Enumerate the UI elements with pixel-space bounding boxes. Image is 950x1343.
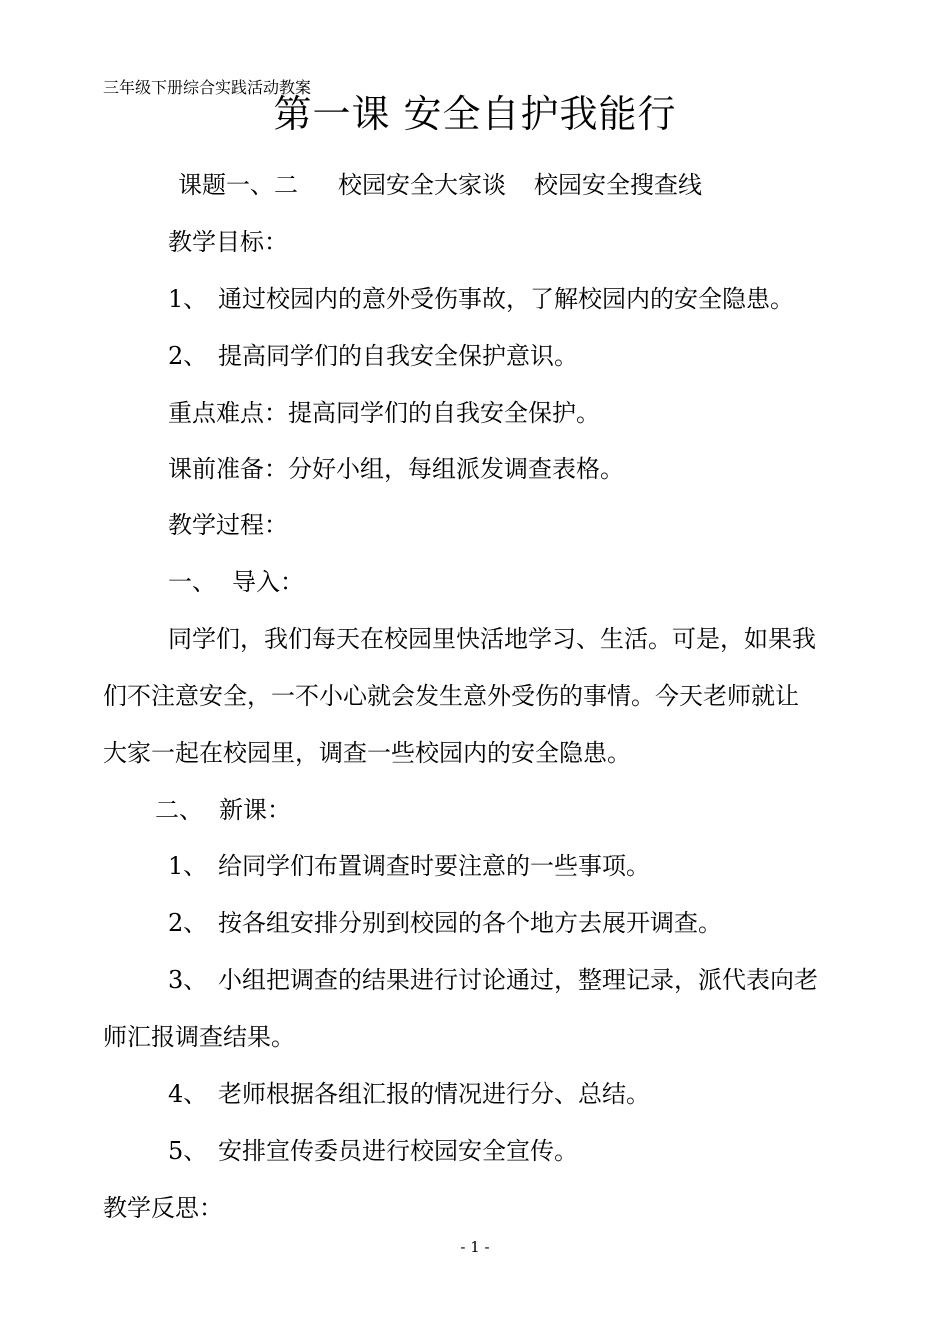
section-2-heading (155, 795, 291, 825)
item-number: 5、 (168, 1137, 208, 1165)
subtitle-label: 课题一、二 (178, 171, 298, 199)
lesson-title: 第一课 安全自护我能行 (273, 92, 677, 136)
item-number: 1、 (168, 852, 208, 880)
section-title: 新课： (219, 796, 291, 824)
step-item (168, 965, 818, 995)
item-text: 老师根据各组汇报的情况进行分、总结。 (218, 1080, 650, 1108)
step-item (168, 1136, 578, 1166)
header-note: 三年级下册综合实践活动教案 (103, 78, 312, 97)
section-1-heading (168, 567, 304, 597)
page-number: - 1 - (460, 1238, 490, 1256)
key-points: 重点难点：提高同学们的自我安全保护。 (168, 399, 600, 427)
reflection-heading: 教学反思： (103, 1194, 223, 1222)
item-text: 小组把调查的结果进行讨论通过，整理记录，派代表向老 (218, 966, 818, 994)
section-number: 二、 (155, 796, 203, 824)
subtitle-topic-1: 校园安全大家谈 (338, 171, 506, 199)
process-heading: 教学过程： (168, 511, 288, 539)
intro-line: 们不注意安全，一不小心就会发生意外受伤的事情。今天老师就让 (103, 682, 799, 710)
intro-line: 同学们，我们每天在校园里快活地学习、生活。可是，如果我 (168, 625, 816, 653)
step-item-continuation: 师汇报调查结果。 (103, 1023, 295, 1051)
preparation: 课前准备：分好小组，每组派发调查表格。 (168, 455, 624, 483)
item-text: 安排宣传委员进行校园安全宣传。 (218, 1137, 578, 1165)
item-text: 提高同学们的自我安全保护意识。 (218, 342, 578, 370)
item-text: 给同学们布置调查时要注意的一些事项。 (218, 852, 650, 880)
section-title: 导入： (232, 568, 304, 596)
item-number: 1、 (168, 285, 208, 313)
item-number: 3、 (168, 966, 208, 994)
step-item (168, 908, 722, 938)
section-number: 一、 (168, 568, 216, 596)
objective-item (168, 341, 578, 371)
item-text: 通过校园内的意外受伤事故，了解校园内的安全隐患。 (218, 285, 794, 313)
objective-item (168, 284, 794, 314)
item-number: 2、 (168, 342, 208, 370)
item-text: 按各组安排分别到校园的各个地方去展开调查。 (218, 909, 722, 937)
lesson-subtitle (178, 170, 702, 200)
step-item (168, 851, 650, 881)
subtitle-topic-2: 校园安全搜查线 (534, 171, 702, 199)
item-number: 2、 (168, 909, 208, 937)
intro-line: 大家一起在校园里，调查一些校园内的安全隐患。 (103, 739, 631, 767)
objectives-heading: 教学目标： (168, 228, 288, 256)
step-item (168, 1079, 650, 1109)
item-number: 4、 (168, 1080, 208, 1108)
